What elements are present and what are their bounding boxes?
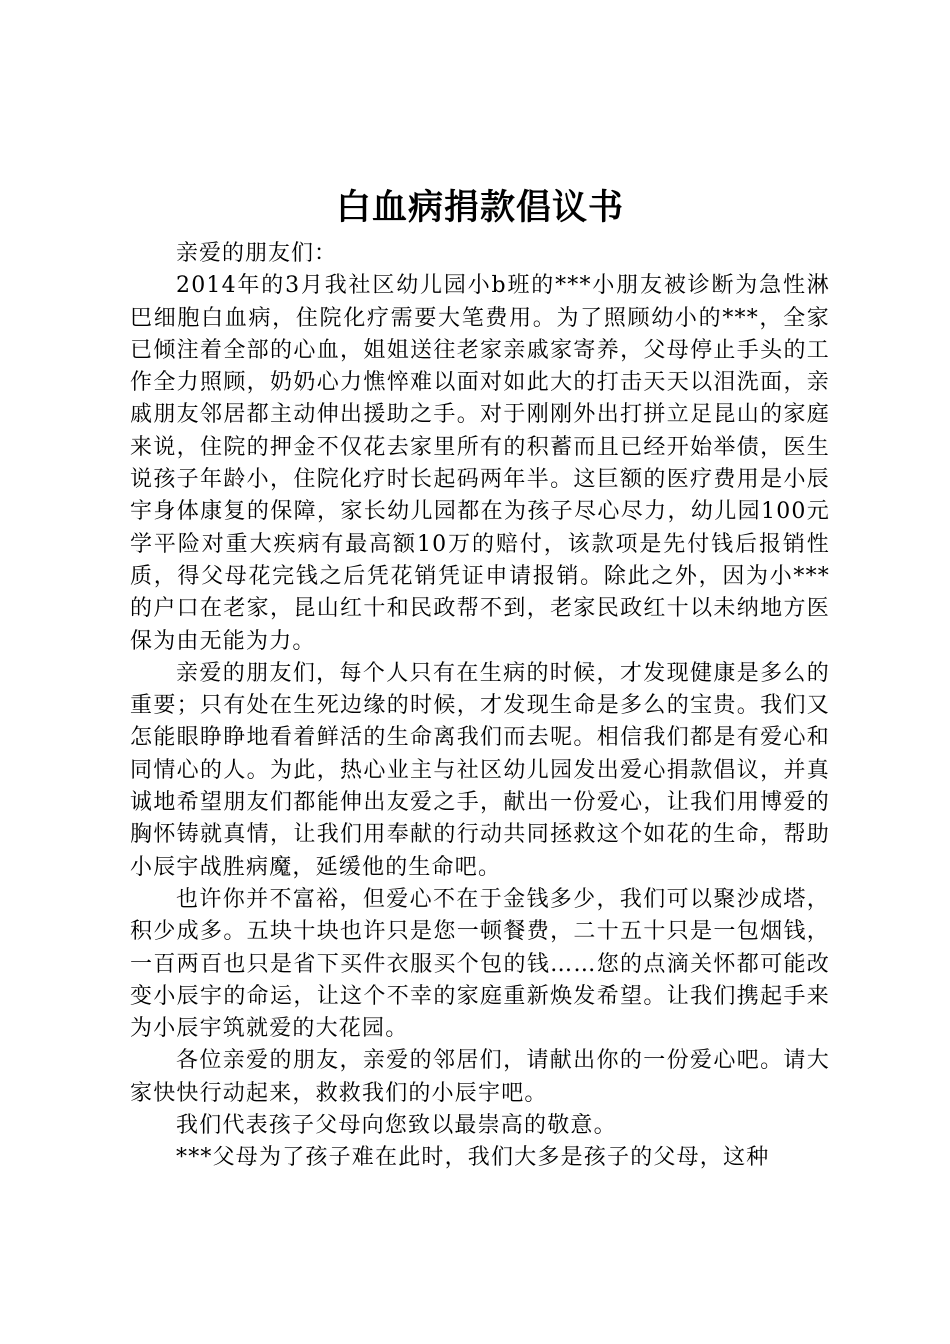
paragraph-5: 我们代表孩子父母向您致以最崇高的敬意。 bbox=[176, 1113, 617, 1139]
paragraph-4: 各位亲爱的朋友，亲爱的邻居们，请献出你的一份爱心吧。请大家快快行动起来，救救我们的小辰宇吧。 bbox=[130, 1048, 830, 1106]
document-title: 白血病捐款倡议书 bbox=[335, 187, 624, 228]
paragraph-6: ***父母为了孩子难在此时，我们大多是孩子的父母，这种 bbox=[176, 1145, 770, 1171]
paragraph-3: 也许你并不富裕，但爱心不在于金钱多少，我们可以聚沙成塔，积少成多。五块十块也许只是您一顿餐费，二十五十只是一包烟钱，一百两百也只是省下买件衣服买个包的钱……您的点滴关怀都可能改变小辰宇的命运，让这个不幸的家庭重新焕发希望。让我们携起手来为小辰宇筑就爱的大花园。 bbox=[130, 886, 830, 1042]
document-page bbox=[130, 178, 830, 1175]
paragraph-1: 2014年的3月我社区幼儿园小b班的***小朋友被诊断为急性淋巴细胞白血病，住院化疗需要大笔费用。为了照顾幼小的***，全家已倾注着全部的心血，姐姐送往老家亲戚家寄养，父母停止手头的工作全力照顾，奶奶心力憔悴难以面对如此大的打击天天以泪洗面，亲戚朋友邻居都主动伸出援助之手。对于刚刚外出打拼立足昆山的家庭来说，住院的押金不仅花去家里所有的积蓄而且已经开始举债，医生说孩子年龄小，住院化疗时长起码两年半。这巨额的医疗费用是小辰宇身体康复的保障，家长幼儿园都在为孩子尽心尽力，幼儿园100元学平险对重大疾病有最高额10万的赔付，该款项是先付钱后报销性质，得父母花完钱之后凭花销凭证申请报销。除此之外，因为小***的户口在老家，昆山红十和民政帮不到，老家民政红十以未纳地方医保为由无能为力。 bbox=[130, 273, 830, 654]
salutation: 亲爱的朋友们： bbox=[176, 241, 338, 266]
paragraph-2: 亲爱的朋友们，每个人只有在生病的时候，才发现健康是多么的重要；只有处在生死边缘的时候，才发现生命是多么的宝贵。我们又怎能眼睁睁地看着鲜活的生命离我们而去呢。相信我们都是有爱心和同情心的人。为此，热心业主与社区幼儿园发出爱心捐款倡议，并真诚地希望朋友们都能伸出友爱之手，献出一份爱心，让我们用博爱的胸怀铸就真情，让我们用奉献的行动共同拯救这个如花的生命，帮助小辰宇战胜病魔，延缓他的生命吧。 bbox=[130, 660, 830, 880]
